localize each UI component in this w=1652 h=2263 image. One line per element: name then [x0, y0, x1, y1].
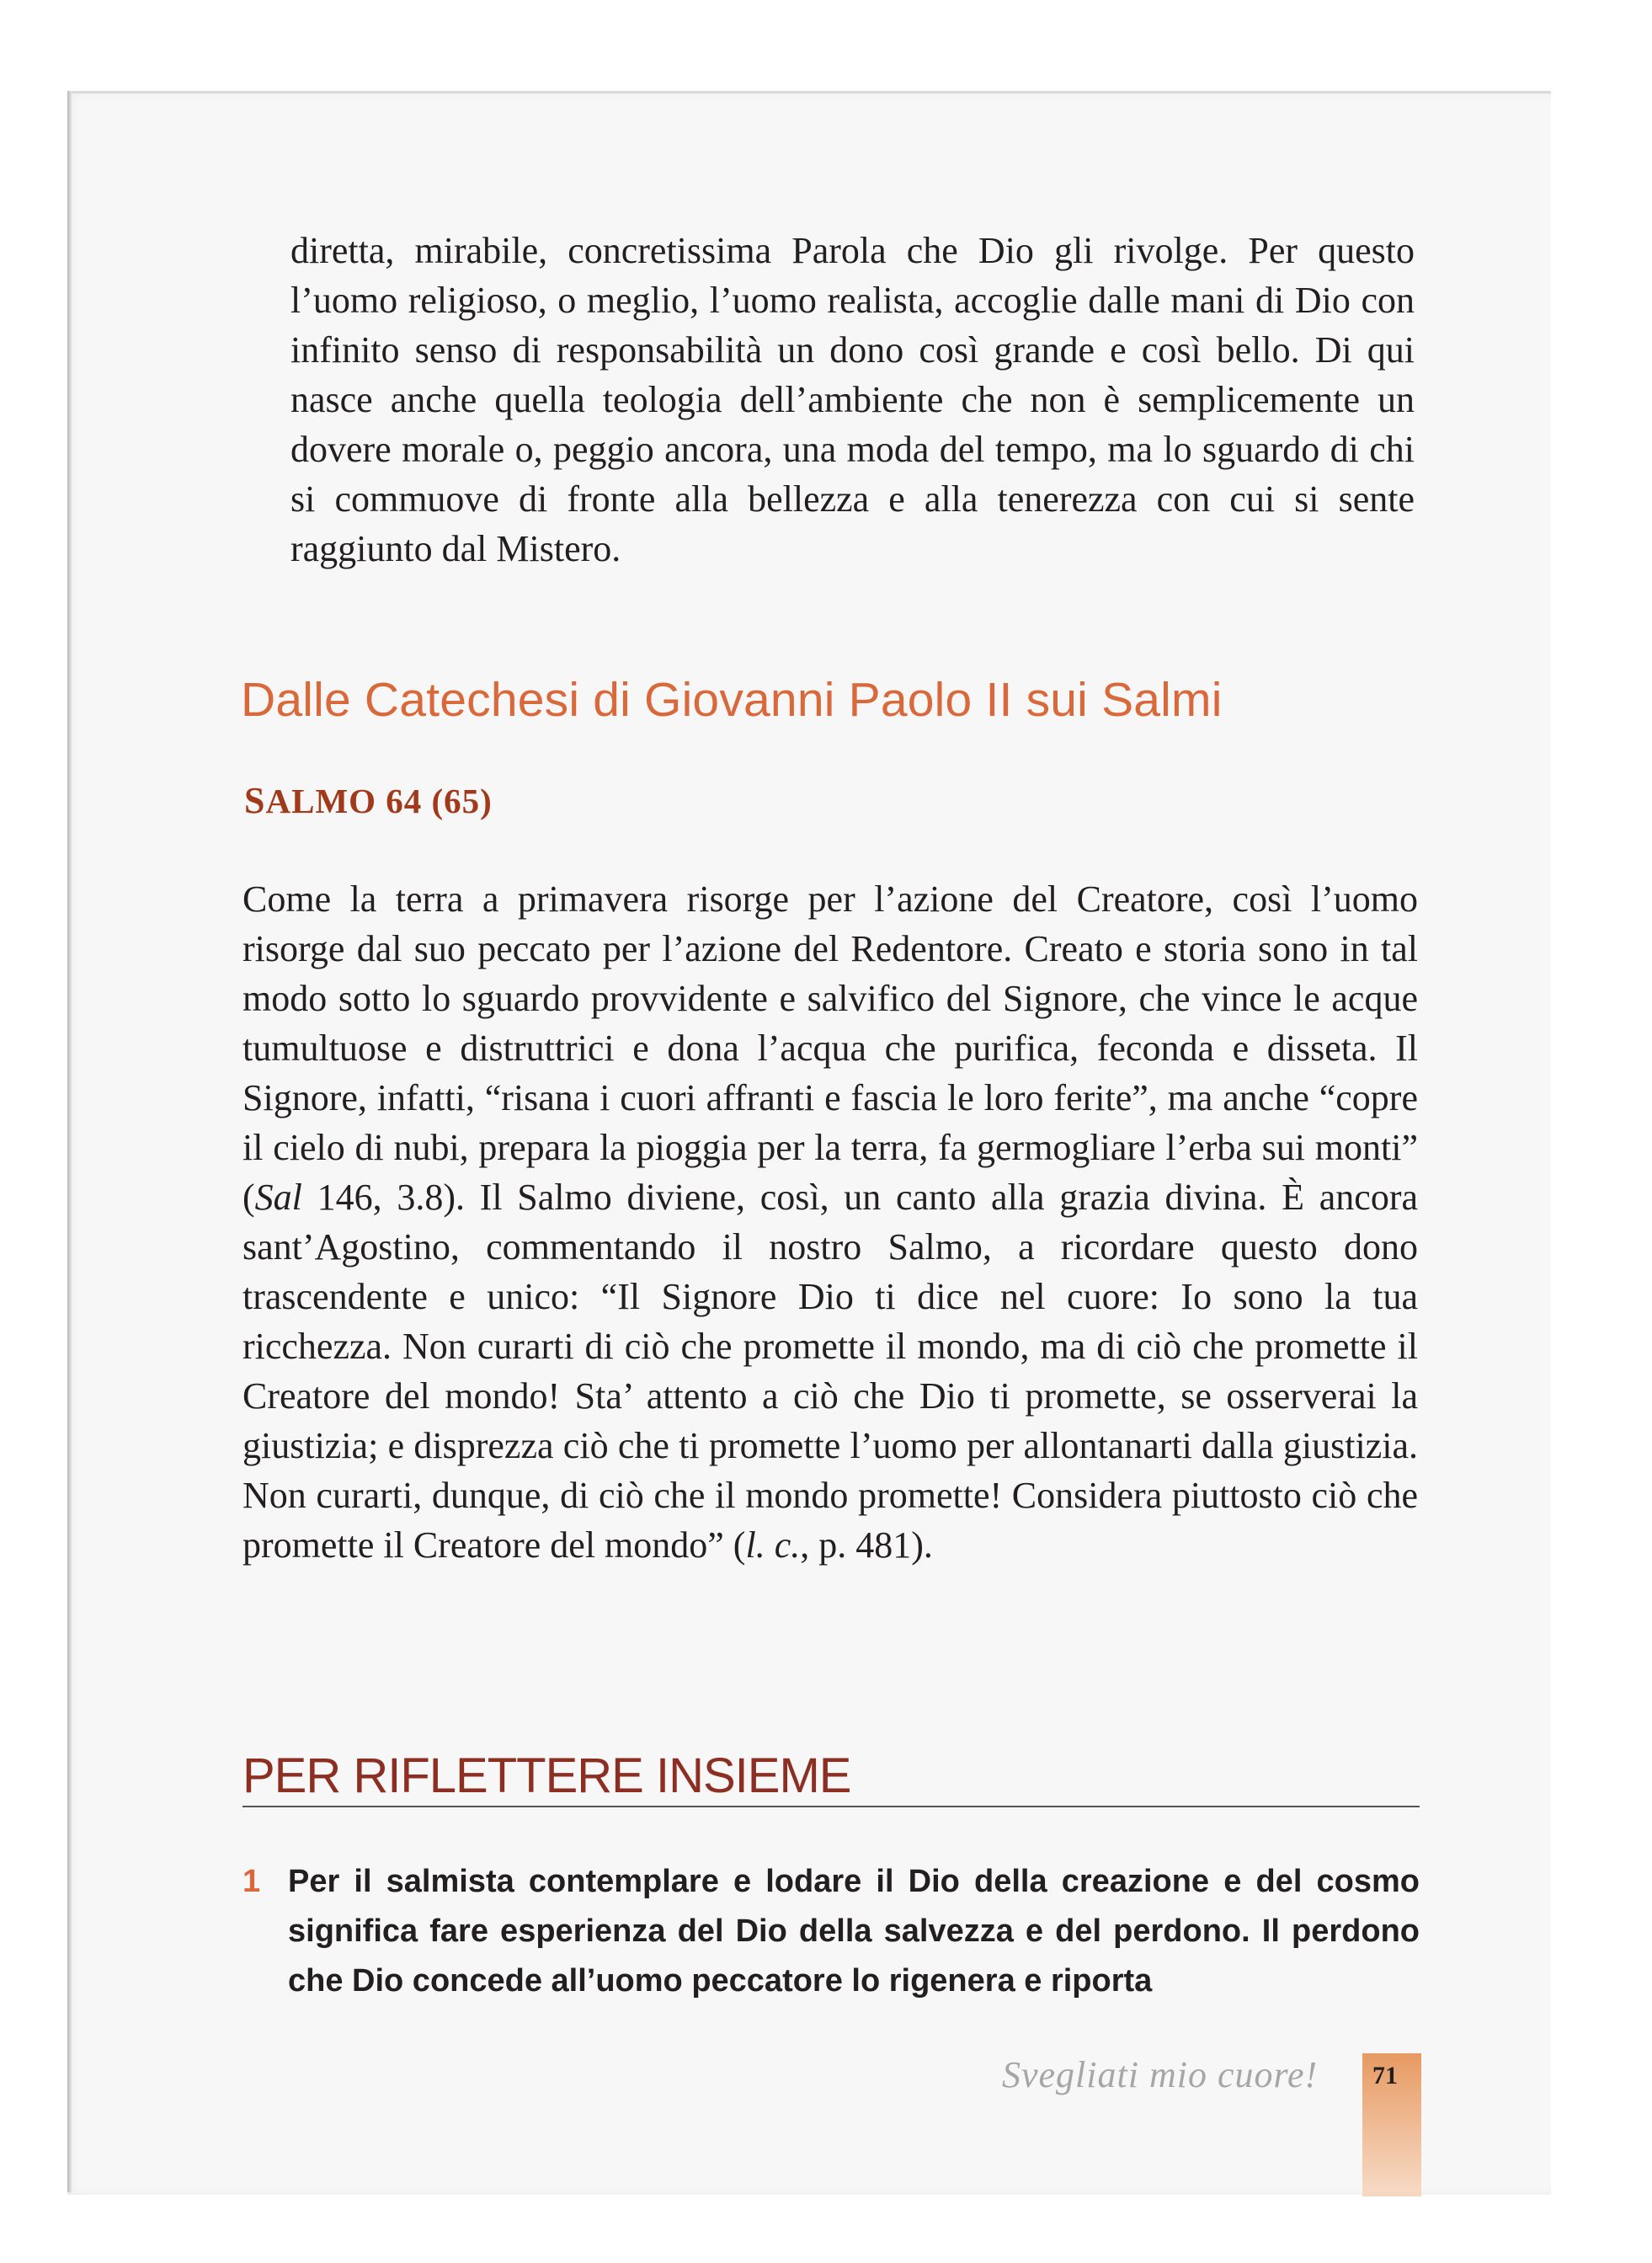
page-number: 71	[1372, 2062, 1398, 2090]
reflect-title: PER RIFLETTERE INSIEME	[242, 1748, 851, 1803]
psalm-word: ALMO	[265, 782, 377, 820]
scripture-reference: Sal	[254, 1177, 302, 1218]
citation-reference: l. c.	[745, 1524, 801, 1566]
body-part-3: , p. 481).	[800, 1524, 933, 1566]
body-part-2: 146, 3.8). Il Salmo diviene, così, un canto alla grazia divina. È ancora sant’Agostino, commentando il nostro Salmo, a ricordare questo dono trascendente e unico: “Il Signore Dio ti dice nel cuore: Io sono la tua ricchezza. Non curarti di ciò che promette il mondo, ma di ciò che promette il Creatore del mondo! Sta’ attento a ciò che Dio ti promette, se osserverai la giustizia; e disprezza ciò che ti promette l’uomo per allontanarti dalla giustizia. Non curarti, dunque, di ciò che il mondo promette! Considera piuttosto ciò che promette il Creatore del mondo” (	[242, 1177, 1418, 1566]
section-heading: Dalle Catechesi di Giovanni Paolo II sui Salmi	[241, 673, 1223, 727]
intro-text: diretta, mirabile, concretissima Parola che Dio gli rivolge. Per questo l’uomo religioso, o meglio, l’uomo realista, accoglie dalle mani di Dio con infinito senso di responsabilità un dono così grande e così bello. Di qui nasce anche quella teologia dell’ambiente che non è semplicemente un dovere morale o, peggio ancora, una moda del tempo, ma lo sguardo di chi si commuove di fronte alla bellezza e alla tenerezza con cui si sente raggiunto dal Mistero.	[290, 230, 1415, 569]
question-number: 1	[242, 1864, 261, 1899]
psalm-title	[244, 779, 493, 822]
intro-paragraph	[290, 226, 1415, 574]
psalm-initial: S	[244, 780, 266, 821]
running-footer-title: Svegliati mio cuore!	[1002, 2054, 1319, 2095]
catechesis-paragraph	[242, 874, 1418, 1570]
body-part-1: Come la terra a primavera risorge per l’azione del Creatore, così l’uomo risorge dal suo peccato per l’azione del Redentore. Creato e storia sono in tal modo sotto lo sguardo provvidente e salvifico del Signore, che vince le acque tumultuose e distruttrici e dona l’acqua che purifica, feconda e disseta. Il Signore, infatti, “risana i cuori affranti e fascia le loro ferite”, ma anche “copre il cielo di nubi, prepara la pioggia per la terra, fa germogliare l’erba sui monti” (	[242, 878, 1418, 1218]
reflection-question	[242, 1857, 1420, 2006]
question-text: Per il salmista contemplare e lodare il Dio della creazione e del cosmo significa fare esperienza del Dio della salvezza e del perdono. Il perdono che Dio concede all’uomo peccatore lo rigenera e riporta	[288, 1864, 1420, 1999]
psalm-number: 64 (65)	[386, 782, 493, 820]
reflect-section-title	[242, 1748, 1420, 1807]
catechesis-text	[242, 874, 1418, 1570]
page-spine	[67, 91, 72, 2192]
